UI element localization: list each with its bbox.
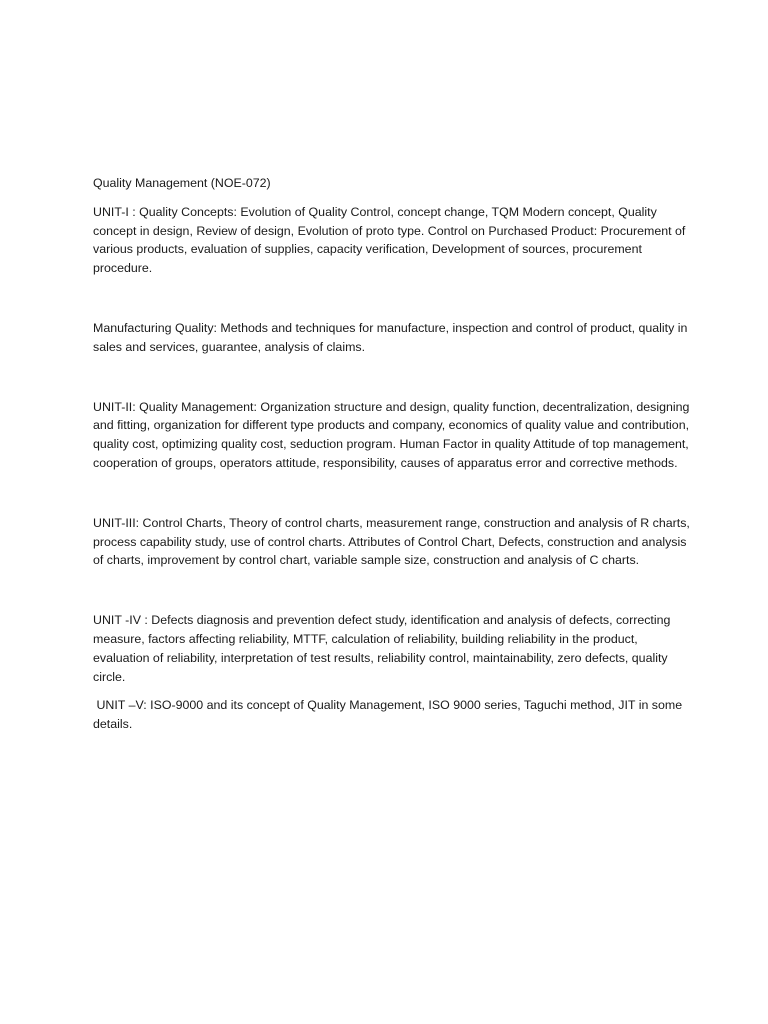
paragraph-unit-4: UNIT -IV : Defects diagnosis and prevention defect study, identification and analysis of defects, correcting measure, factors affecting reliability, MTTF, calculation of reliability, building reliability in the product, evaluation of reliability, interpretation of test results, reliability control, maintainability, zero defects, quality circle. xyxy=(93,613,671,684)
paragraph-unit-2: UNIT-II: Quality Management: Organization structure and design, quality function, decentralization, designing and fitting, organization for different type products and company, economics of quality value and contribution, quality cost, optimizing quality cost, seduction program. Human Factor in quality Attitude of top management, cooperation of groups, operators attitude, responsibility, causes of apparatus error and corrective methods. xyxy=(93,399,690,470)
document-title: Quality Management (NOE-072) xyxy=(93,176,271,190)
document-page xyxy=(93,174,693,734)
paragraph-manufacturing-quality: Manufacturing Quality: Methods and techniques for manufacture, inspection and control of product, quality in sales and services, guarantee, analysis of claims. xyxy=(93,320,688,354)
paragraph-unit-1: UNIT-I : Quality Concepts: Evolution of Quality Control, concept change, TQM Modern concept, Quality concept in design, Review of design, Evolution of proto type. Control on Purchased Product: Procurement of various products, evaluation of supplies, capacity verification, Development of sources, procurement procedure. xyxy=(93,204,686,276)
paragraph-unit-3: UNIT-III: Control Charts, Theory of control charts, measurement range, construction and analysis of R charts, process capability study, use of control charts. Attributes of Control Chart, Defects, construction and analysis of charts, improvement by control chart, variable sample size, construction and analysis of C charts. xyxy=(93,515,690,568)
paragraph-unit-5: UNIT –V: ISO-9000 and its concept of Quality Management, ISO 9000 series, Taguchi method, JIT in some details. xyxy=(93,698,686,732)
